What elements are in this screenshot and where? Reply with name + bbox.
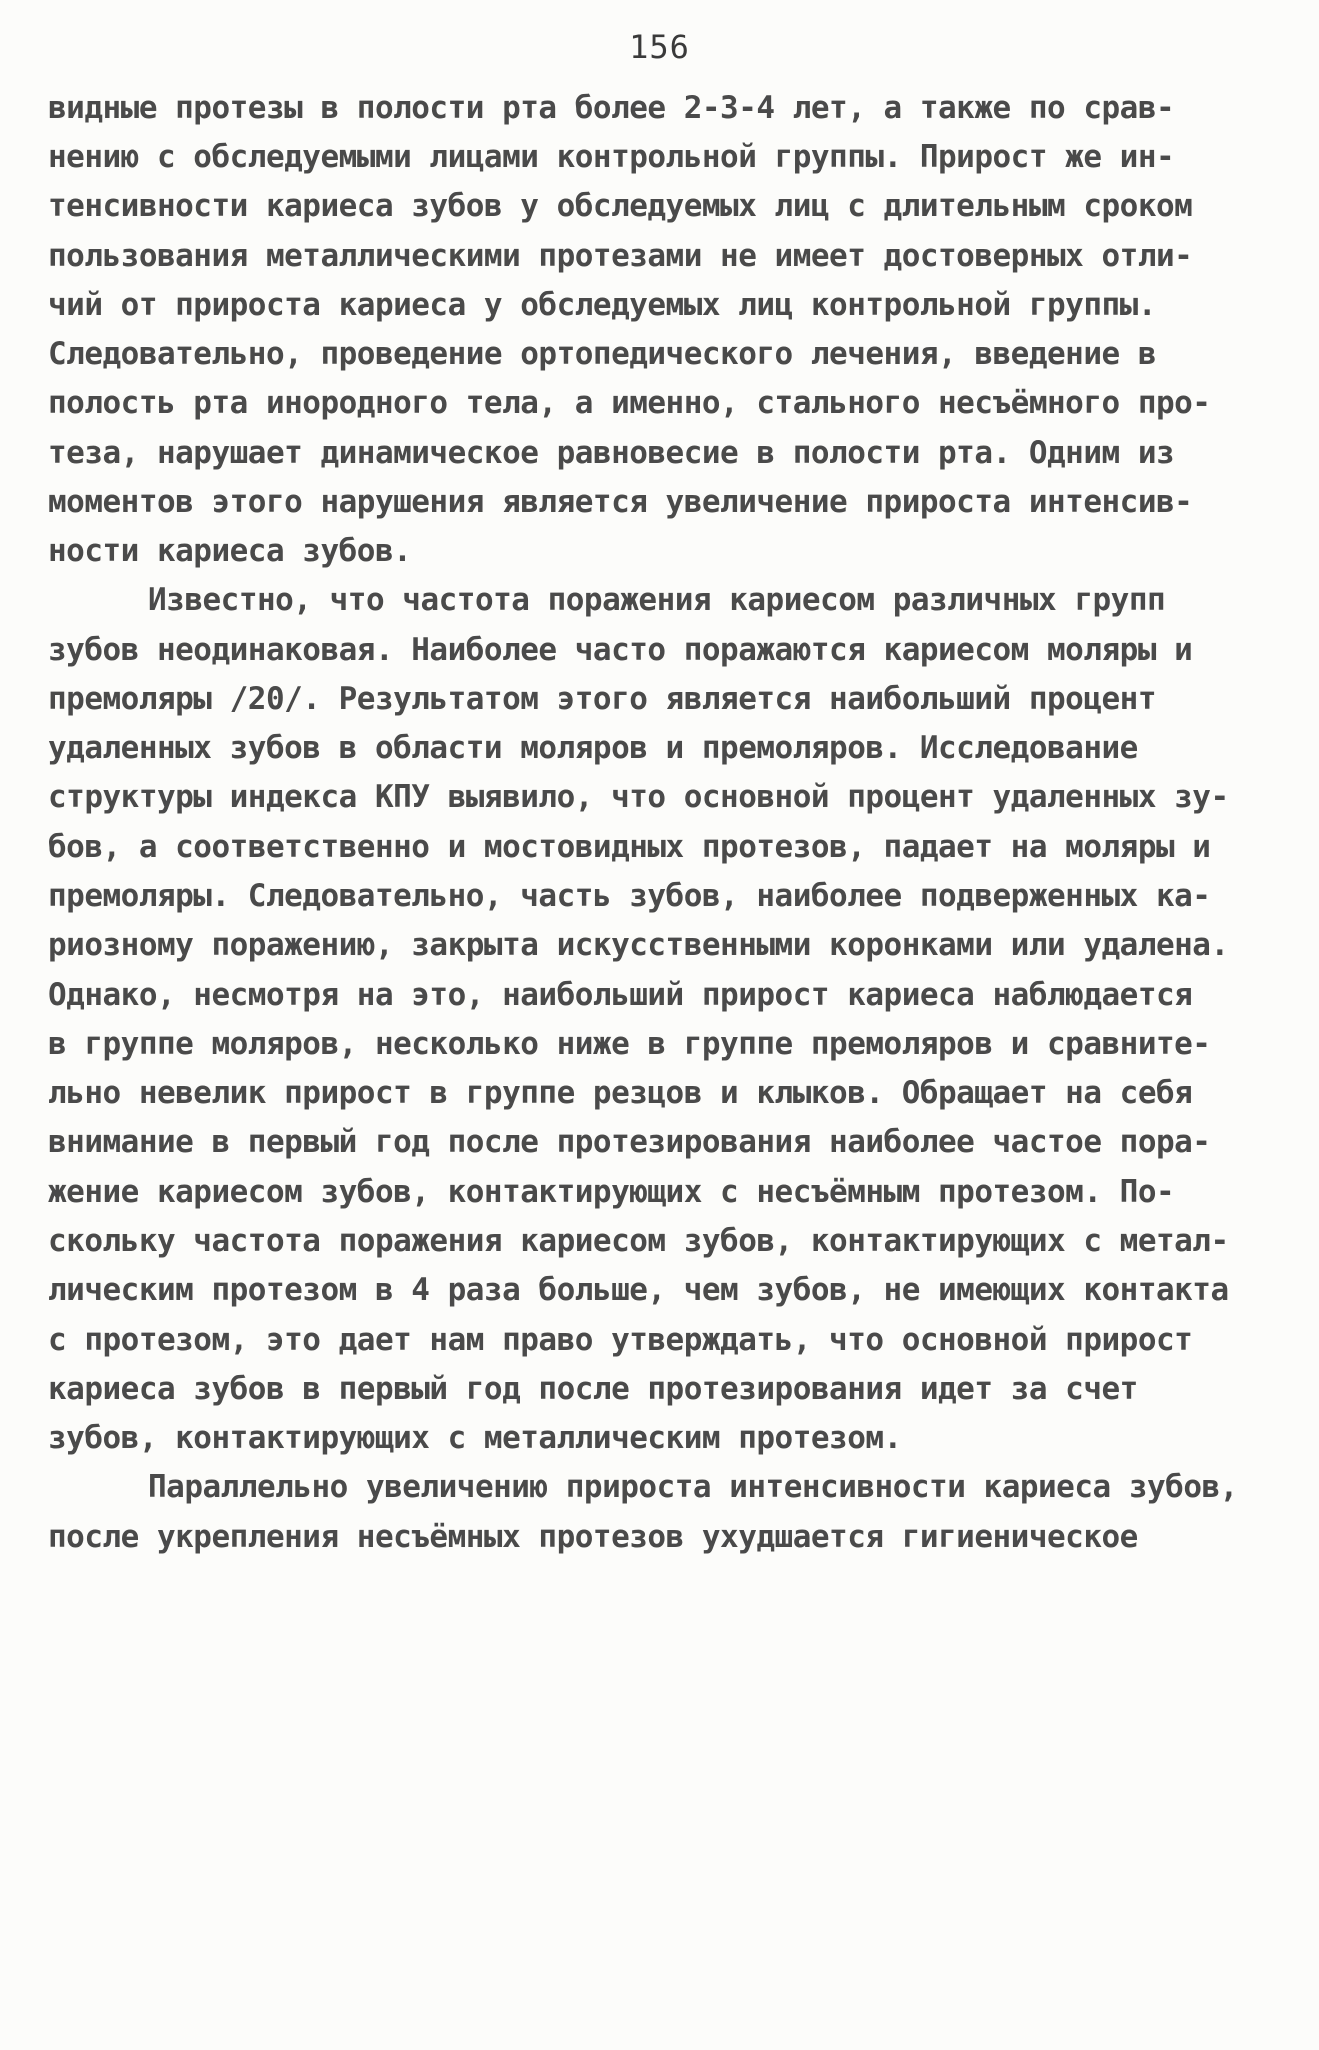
text-line: ности кариеса зубов. bbox=[48, 533, 412, 569]
text-line: кариеса зубов в первый год после протезирования идет за счет bbox=[48, 1371, 1138, 1407]
text-line: в группе моляров, несколько ниже в группе премоляров и сравните- bbox=[48, 1026, 1211, 1062]
text-line: нению с обследуемыми лицами контрольной группы. Прирост же ин- bbox=[48, 139, 1175, 175]
text-line: Параллельно увеличению прироста интенсивности кариеса зубов, bbox=[148, 1469, 1238, 1505]
text-line: удаленных зубов в области моляров и премоляров. Исследование bbox=[48, 730, 1138, 766]
text-line: зубов, контактирующих с металлическим протезом. bbox=[48, 1420, 902, 1456]
text-line: зубов неодинаковая. Наиболее часто поражаются кариесом моляры и bbox=[48, 632, 1193, 668]
text-line: полость рта инородного тела, а именно, стального несъёмного про- bbox=[48, 385, 1211, 421]
text-line: с протезом, это дает нам право утверждать, что основной прирост bbox=[48, 1322, 1193, 1358]
text-line: премоляры /20/. Результатом этого является наибольший процент bbox=[48, 681, 1156, 717]
text-line: тенсивности кариеса зубов у обследуемых лиц с длительным сроком bbox=[48, 188, 1193, 224]
text-line: внимание в первый год после протезирования наиболее частое пора- bbox=[48, 1124, 1211, 1160]
page-number: 156 bbox=[629, 28, 690, 66]
text-line: моментов этого нарушения является увеличение прироста интенсив- bbox=[48, 484, 1193, 520]
text-line: видные протезы в полости рта более 2-3-4 лет, а также по срав- bbox=[48, 90, 1175, 126]
text-line: структуры индекса КПУ выявило, что основной процент удаленных зу- bbox=[48, 779, 1229, 815]
text-line: льно невелик прирост в группе резцов и клыков. Обращает на себя bbox=[48, 1075, 1193, 1111]
text-line: Известно, что частота поражения кариесом различных групп bbox=[148, 582, 1166, 618]
text-line: пользования металлическими протезами не имеет достоверных отли- bbox=[48, 238, 1193, 274]
text-line: Следовательно, проведение ортопедического лечения, введение в bbox=[48, 336, 1156, 372]
text-line: Однако, несмотря на это, наибольший прирост кариеса наблюдается bbox=[48, 977, 1193, 1013]
text-line: премоляры. Следовательно, часть зубов, наиболее подверженных ка- bbox=[48, 878, 1211, 914]
text-line: лическим протезом в 4 раза больше, чем зубов, не имеющих контакта bbox=[48, 1272, 1229, 1308]
text-line: скольку частота поражения кариесом зубов, контактирующих с метал- bbox=[48, 1223, 1229, 1259]
text-line: теза, нарушает динамическое равновесие в полости рта. Одним из bbox=[48, 435, 1175, 471]
text-line: после укрепления несъёмных протезов ухудшается гигиеническое bbox=[48, 1519, 1138, 1555]
text-line: бов, а соответственно и мостовидных протезов, падает на моляры и bbox=[48, 829, 1211, 865]
text-line: чий от прироста кариеса у обследуемых лиц контрольной группы. bbox=[48, 287, 1156, 323]
text-line: риозному поражению, закрыта искусственными коронками или удалена. bbox=[48, 927, 1229, 963]
text-line: жение кариесом зубов, контактирующих с несъёмным протезом. По- bbox=[48, 1174, 1175, 1210]
